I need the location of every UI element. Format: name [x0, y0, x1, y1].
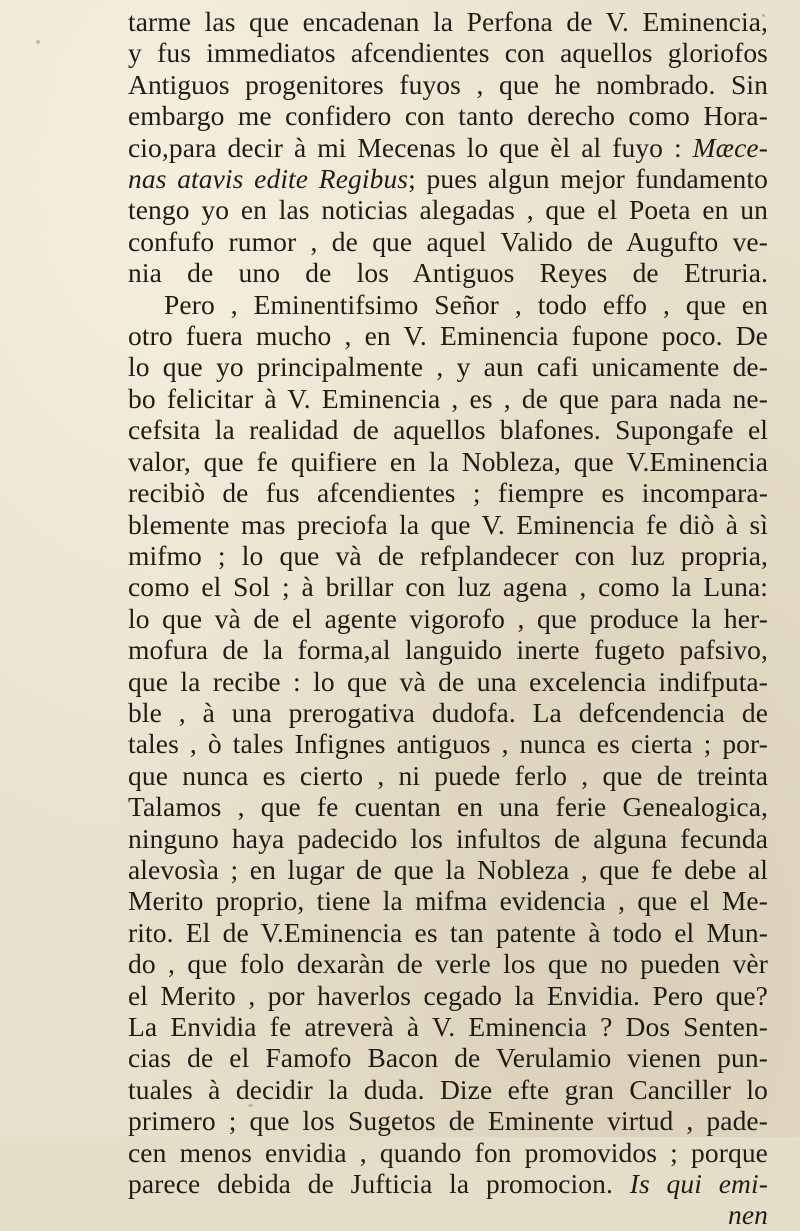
text-line	[128, 132, 768, 163]
text-line	[128, 383, 768, 414]
line-text: ninguno haya padecido los infultos de alguna fecunda	[128, 822, 768, 854]
text-line	[128, 320, 768, 351]
line-text: tarme las que encadenan la Perfona de V. Eminencia,	[128, 6, 768, 37]
line-text: valor, que fe quifiere en la Nobleza, que V.Eminencia	[128, 445, 768, 477]
line-text: como el Sol ; à brillar con luz agena , como la Luna:	[128, 571, 768, 603]
line-text: mofura de la forma,al languido inerte fugeto pafsivo,	[128, 634, 768, 666]
line-text: rito. El de V.Eminencia es tan patente à todo el Mun-	[128, 916, 768, 948]
line-text: ; pues algun mejor fundamento	[408, 163, 768, 195]
text-line	[128, 666, 768, 697]
line-text: bo felicitar à V. Eminencia , es , de que para nada ne-	[128, 382, 768, 414]
line-text: cen menos envidia , quando fon promovidos ; porque	[128, 1136, 768, 1168]
text-line	[128, 257, 768, 288]
text-line	[128, 980, 768, 1011]
text-line	[128, 603, 768, 634]
line-text: La Envidia fe atreverà à V. Eminencia ? Dos Senten-	[128, 1011, 768, 1042]
text-line	[128, 6, 768, 37]
text-line	[128, 1168, 768, 1199]
italic-text: nen	[727, 1199, 768, 1231]
text-line	[128, 634, 768, 665]
italic-text: Is qui emi-	[629, 1168, 769, 1200]
line-text: primero ; que los Sugetos de Eminente virtud , pade-	[128, 1105, 768, 1137]
line-text: que la recibe : lo que và de una excelencia indifputa-	[128, 665, 768, 697]
text-line	[128, 69, 768, 100]
text-line	[128, 1074, 768, 1105]
line-text: cio,para decir à mi Mecenas lo que èl al fuyo :	[128, 131, 682, 163]
text-line	[128, 540, 768, 571]
line-text: tales , ò tales Infignes antiguos , nunca es cierta ; por-	[128, 728, 768, 760]
text-line	[128, 791, 768, 822]
line-text: nia de uno de los Antiguos Reyes de Etruria.	[128, 257, 768, 289]
line-text: alevosìa ; en lugar de que la Nobleza , que fe debe al	[128, 853, 768, 885]
line-text: Talamos , que fe cuentan en una ferie Genealogica,	[128, 791, 768, 823]
line-text: embargo me confidero con tanto derecho como Hora-	[128, 100, 768, 132]
line-text: parece debida de Jufticia la promocion.	[128, 1168, 613, 1200]
line-text: Pero , Eminentifsimo Señor , todo effo , que en	[164, 288, 768, 320]
text-line	[128, 823, 768, 854]
text-line	[128, 1137, 768, 1168]
line-text: confufo rumor , de que aquel Valido de Augufto ve-	[128, 225, 768, 257]
text-line	[128, 226, 768, 257]
text-line	[128, 477, 768, 508]
text-line	[128, 414, 768, 445]
text-line	[128, 37, 768, 68]
line-text: y fus immediatos afcendientes con aquellos gloriofos	[128, 37, 768, 69]
text-line	[128, 1105, 768, 1136]
line-text: tengo yo en las noticias alegadas , que el Poeta en un	[128, 194, 768, 226]
paper-speck	[36, 40, 40, 44]
line-text: Merito proprio, tiene la mifma evidencia , que el Me-	[128, 885, 768, 917]
line-text: lo que và de el agente vigorofo , que produce la her-	[128, 602, 768, 634]
text-line	[128, 1199, 768, 1230]
text-line	[128, 854, 768, 885]
line-text: cefsita la realidad de aquellos blafones. Supongafe el	[128, 414, 768, 446]
text-line	[128, 509, 768, 540]
line-text: el Merito , por haverlos cegado la Envidia. Pero que?	[128, 979, 768, 1011]
text-line	[128, 948, 768, 979]
text-line	[128, 446, 768, 477]
line-text: blemente mas preciofa la que V. Eminencia fe diò à sì	[128, 508, 768, 540]
line-text: recibiò de fus afcendientes ; fiempre es incompara-	[128, 477, 768, 509]
line-text: cias de el Famofo Bacon de Verulamio vienen pun-	[128, 1042, 768, 1074]
text-line	[128, 885, 768, 916]
text-line	[128, 697, 768, 728]
italic-text: Mæce-	[692, 131, 768, 163]
text-line	[128, 1011, 768, 1042]
line-text: tuales à decidir la duda. Dize efte gran Canciller lo	[128, 1073, 768, 1105]
text-line	[128, 163, 768, 194]
line-text: que nunca es cierto , ni puede ferlo , que de treinta	[128, 759, 768, 791]
text-line	[128, 760, 768, 791]
line-text: ble , à una prerogativa dudofa. La defcendencia de	[128, 696, 768, 728]
text-line	[128, 194, 768, 225]
page-text	[128, 6, 768, 1231]
text-line	[128, 571, 768, 602]
text-line	[128, 351, 768, 382]
text-line	[128, 289, 768, 320]
line-text: Antiguos progenitores fuyos , que he nombrado. Sin	[128, 68, 768, 100]
text-line	[128, 100, 768, 131]
line-text: lo que yo principalmente , y aun cafi unicamente de-	[128, 351, 768, 383]
text-line	[128, 728, 768, 759]
italic-text: nas atavis edite Regibus	[128, 163, 409, 195]
line-text: do , que folo dexaràn de verle los que no pueden vèr	[128, 948, 768, 980]
line-text: otro fuera mucho , en V. Eminencia fupone poco. De	[128, 320, 768, 352]
line-text: mifmo ; lo que và de refplandecer con luz propria,	[128, 539, 768, 571]
text-line	[128, 917, 768, 948]
text-line	[128, 1042, 768, 1073]
